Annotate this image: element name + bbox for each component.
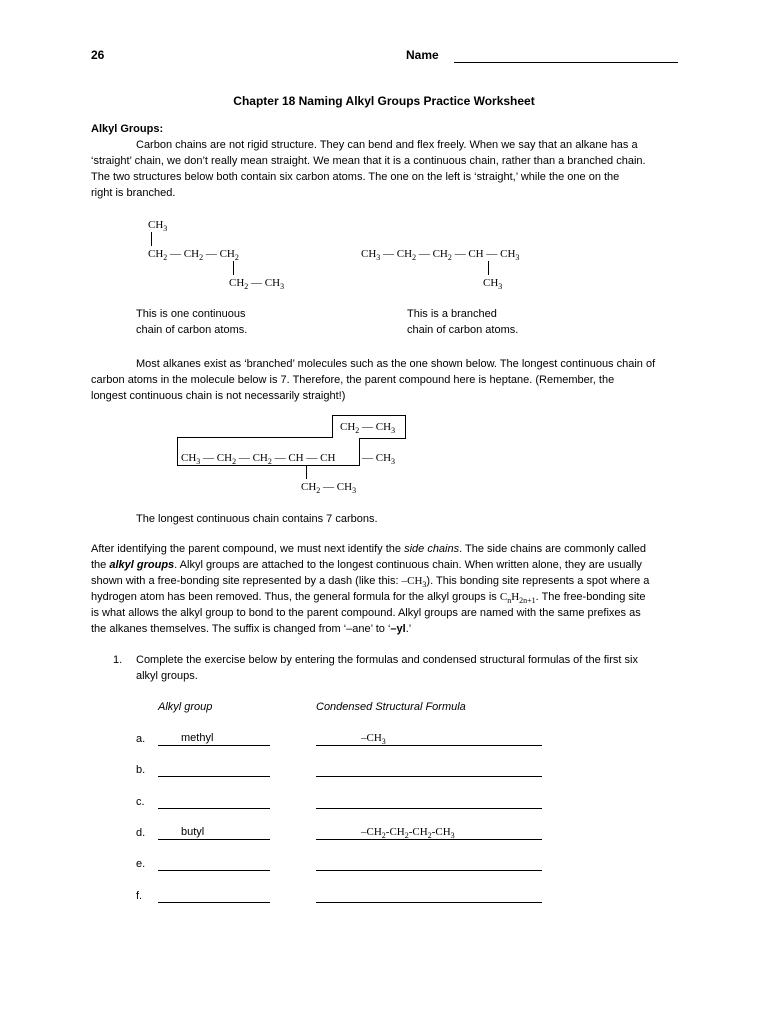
row-label: d. bbox=[136, 827, 146, 839]
heptane-caption: The longest continuous chain contains 7 carbons. bbox=[136, 513, 378, 525]
branched-line-1: Most alkanes exist as ‘branched’ molecules such as the one shown below. The longest continuous chain of bbox=[136, 358, 656, 370]
formula-field-b[interactable] bbox=[316, 762, 542, 777]
side-chain-line-5: is what allows the alkyl group to bond to the parent compound. Alkyl groups are named with the same prefixes as bbox=[91, 607, 641, 619]
row-label: c. bbox=[136, 796, 145, 808]
left-caption-line-2: chain of carbon atoms. bbox=[136, 324, 248, 336]
col-header-alkyl-group: Alkyl group bbox=[158, 701, 213, 713]
name-label: Name bbox=[406, 48, 439, 62]
alkyl-group-answer: butyl bbox=[181, 826, 205, 838]
side-chain-line-3: shown with a free-bonding site represented by a dash (like this: $-CH_3$). This bonding site represents a spot where a bbox=[91, 575, 650, 590]
intro-line-3: The two structures below both contain six carbon atoms. The one on the left is ‘straight,’ while the one on the bbox=[91, 171, 620, 183]
heptane-bottom-branch: $CH_2$ — $CH_3$ bbox=[301, 481, 357, 496]
row-label: a. bbox=[136, 733, 146, 745]
left-main-chain: $CH_2$ — $CH_2$ — $CH_2$ bbox=[148, 248, 239, 263]
col-header-formula: Condensed Structural Formula bbox=[316, 701, 466, 713]
alkyl-group-field-c[interactable] bbox=[158, 794, 270, 809]
formula-field-c[interactable] bbox=[316, 794, 542, 809]
row-label: f. bbox=[136, 890, 143, 902]
side-chain-line-1: After identifying the parent compound, we must next identify the side chains. The side chains are commonly called bbox=[91, 543, 647, 555]
heptane-end-group: — $CH_3$ bbox=[362, 452, 396, 467]
name-input-line[interactable] bbox=[454, 62, 678, 63]
branched-line-2: carbon atoms in the molecule below is 7. Therefore, the parent compound here is heptane. (Remember, the bbox=[91, 374, 615, 386]
alkyl-group-field-a[interactable] bbox=[158, 731, 270, 746]
side-chain-line-2: the alkyl groups. Alkyl groups are attached to the longest continuous chain. When written alone, they are usually bbox=[91, 559, 642, 571]
intro-line-4: right is branched. bbox=[91, 187, 176, 199]
side-chain-line-6: the alkanes themselves. The suffix is changed from ‘–ane’ to ‘–yl.’ bbox=[91, 623, 412, 635]
right-caption-line-1: This is a branched bbox=[407, 308, 497, 320]
alkyl-group-field-e[interactable] bbox=[158, 856, 270, 871]
exercise-number: 1. bbox=[113, 654, 123, 666]
formula-answer-d: $-CH_2-CH_2-CH_2-CH_3$ bbox=[361, 826, 455, 841]
left-bottom-chain: $CH_2$ — $CH_3$ bbox=[229, 277, 285, 292]
row-label: b. bbox=[136, 764, 146, 776]
exercise-instruction-line-1: Complete the exercise below by entering the formulas and condensed structural formulas of the first six bbox=[136, 654, 638, 666]
page-number: 26 bbox=[91, 48, 105, 62]
alkyl-group-field-b[interactable] bbox=[158, 762, 270, 777]
page-title: Chapter 18 Naming Alkyl Groups Practice Worksheet bbox=[233, 94, 535, 108]
right-branch: $CH_3$ bbox=[483, 277, 503, 292]
row-label: e. bbox=[136, 858, 146, 870]
alkyl-group-field-d[interactable] bbox=[158, 825, 270, 840]
right-caption-line-2: chain of carbon atoms. bbox=[407, 324, 519, 336]
formula-answer-a: $-CH_3$ bbox=[361, 732, 386, 747]
exercise-instruction-line-2: alkyl groups. bbox=[136, 670, 198, 682]
alkyl-group-answer: methyl bbox=[181, 732, 214, 744]
heptane-main-chain: $CH_3$ — $CH_2$ — $CH_2$ — CH — CH bbox=[181, 452, 336, 467]
formula-field-f[interactable] bbox=[316, 888, 542, 903]
branched-line-3: longest continuous chain is not necessarily straight!) bbox=[91, 390, 346, 402]
intro-line-2: ‘straight’ chain, we don’t really mean straight. We mean that it is a continuous chain, rather than a branched chain. bbox=[91, 155, 646, 167]
right-main-chain: $CH_3$ — $CH_2$ — $CH_2$ — CH — $CH_3$ bbox=[361, 248, 520, 263]
formula-field-e[interactable] bbox=[316, 856, 542, 871]
left-top-group: $CH_3$ bbox=[148, 219, 168, 234]
section-heading: Alkyl Groups: bbox=[91, 123, 164, 135]
left-caption-line-1: This is one continuous bbox=[136, 308, 246, 320]
heptane-top-branch: $CH_2$ — $CH_3$ bbox=[340, 421, 396, 436]
alkyl-group-field-f[interactable] bbox=[158, 888, 270, 903]
intro-line-1: Carbon chains are not rigid structure. They can bend and flex freely. When we say that an alkane has a bbox=[136, 139, 638, 151]
formula-field-a[interactable] bbox=[316, 731, 542, 746]
side-chain-line-4: hydrogen atom has been removed. Thus, the general formula for the alkyl groups is $C_nH_{2n+1}$. The free-bonding site bbox=[91, 591, 646, 606]
